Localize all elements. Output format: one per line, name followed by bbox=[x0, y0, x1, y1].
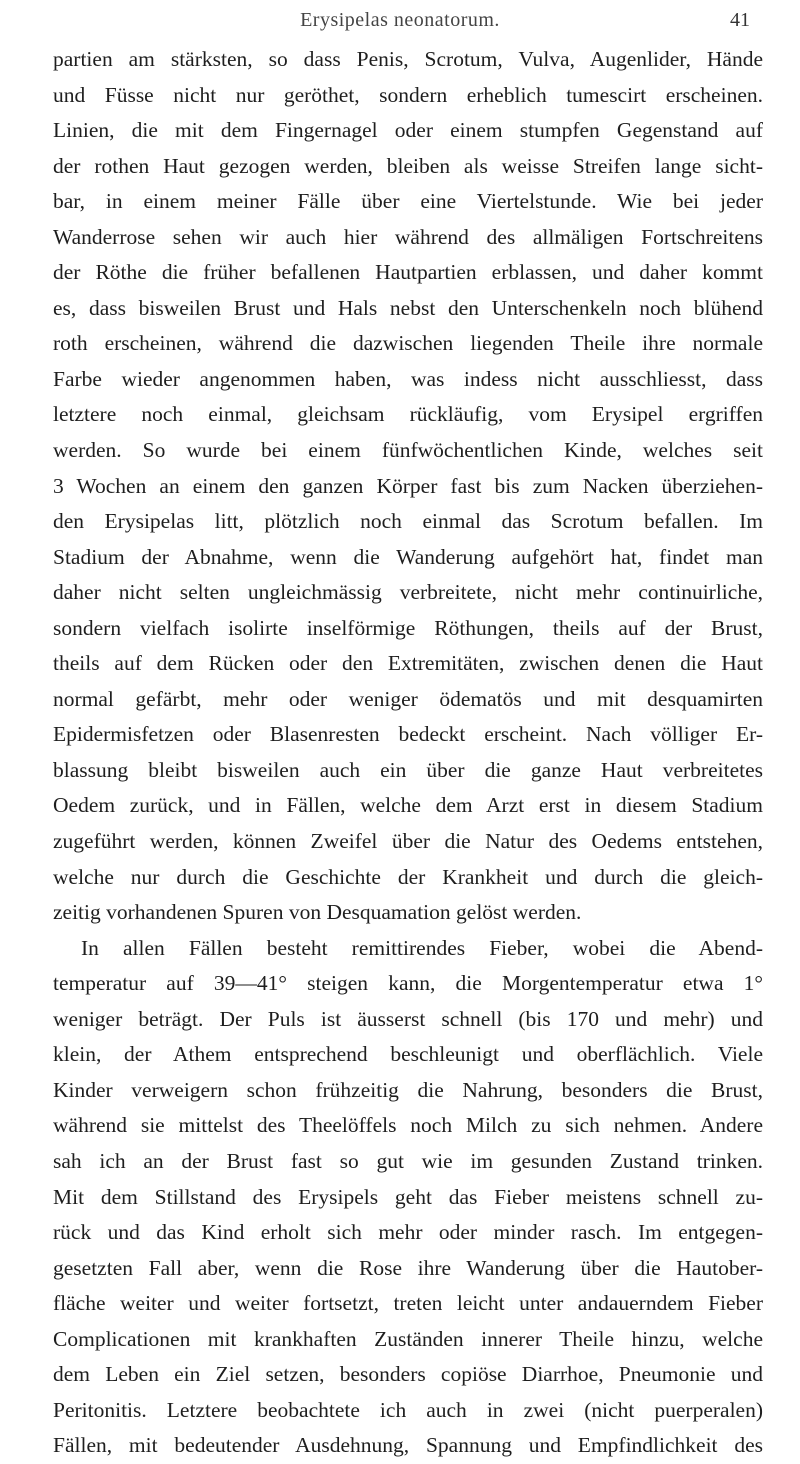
text-line: normal gefärbt, mehr oder weniger ödematös und mit desquamirten bbox=[53, 686, 763, 711]
text-line: Wanderrose sehen wir auch hier während des allmäligen Fortschreitens bbox=[53, 224, 763, 249]
text-line: Fällen, mit bedeutender Ausdehnung, Spannung und Empfindlichkeit des bbox=[53, 1433, 763, 1458]
text-line: zeitig vorhandenen Spuren von Desquamation gelöst werden. bbox=[53, 900, 582, 925]
text-line: Oedem zurück, und in Fällen, welche dem Arzt erst in diesem Stadium bbox=[53, 793, 763, 818]
text-line: sah ich an der Brust fast so gut wie im gesunden Zustand trinken. bbox=[53, 1148, 763, 1173]
text-line: letztere noch einmal, gleichsam rückläufig, vom Erysipel ergriffen bbox=[53, 402, 763, 427]
text-line: bar, in einem meiner Fälle über eine Viertelstunde. Wie bei jeder bbox=[53, 189, 763, 214]
text-line: dem Leben ein Ziel setzen, besonders copiöse Diarrhoe, Pneumonie und bbox=[53, 1362, 763, 1387]
running-title: Erysipelas neonatorum. bbox=[300, 9, 500, 31]
text-line: theils auf dem Rücken oder den Extremitäten, zwischen denen die Haut bbox=[53, 651, 763, 676]
text-line: Complicationen mit krankhaften Zuständen innerer Theile hinzu, welche bbox=[53, 1326, 763, 1351]
page-header bbox=[0, 6, 800, 36]
text-line: während sie mittelst des Theelöffels noch Milch zu sich nehmen. Andere bbox=[53, 1113, 763, 1138]
paragraph-start-line: In allen Fällen besteht remittirendes Fieber, wobei die Abend- bbox=[81, 935, 763, 960]
text-line: werden. So wurde bei einem fünfwöchentlichen Kinde, welches seit bbox=[53, 438, 763, 463]
body-text bbox=[53, 42, 763, 1464]
text-line: Peritonitis. Letztere beobachtete ich auch in zwei (nicht puerperalen) bbox=[53, 1397, 763, 1422]
text-line: 3 Wochen an einem den ganzen Körper fast bis zum Nacken überziehen- bbox=[53, 473, 763, 498]
text-line: roth erscheinen, während die dazwischen liegenden Theile ihre normale bbox=[53, 331, 763, 356]
text-line: Epidermisfetzen oder Blasenresten bedeckt erscheint. Nach völliger Er- bbox=[53, 722, 763, 747]
text-line: temperatur auf 39—41° steigen kann, die Morgentemperatur etwa 1° bbox=[53, 971, 763, 996]
text-line: Stadium der Abnahme, wenn die Wanderung aufgehört hat, findet man bbox=[53, 544, 763, 569]
text-line: blassung bleibt bisweilen auch ein über die ganze Haut verbreitetes bbox=[53, 757, 763, 782]
text-line: welche nur durch die Geschichte der Krankheit und durch die gleich- bbox=[53, 864, 763, 889]
text-line: es, dass bisweilen Brust und Hals nebst den Unterschenkeln noch blühend bbox=[53, 295, 763, 320]
text-line: rück und das Kind erholt sich mehr oder minder rasch. Im entgegen- bbox=[53, 1220, 763, 1245]
text-line: zugeführt werden, können Zweifel über die Natur des Oedems entstehen, bbox=[53, 829, 763, 854]
text-line: der rothen Haut gezogen werden, bleiben als weisse Streifen lange sicht- bbox=[53, 153, 763, 178]
text-line: gesetzten Fall aber, wenn die Rose ihre Wanderung über die Hautober- bbox=[53, 1255, 763, 1280]
text-line: Kinder verweigern schon frühzeitig die Nahrung, besonders die Brust, bbox=[53, 1077, 763, 1102]
text-line: fläche weiter und weiter fortsetzt, treten leicht unter andauerndem Fieber bbox=[53, 1291, 763, 1316]
text-line: weniger beträgt. Der Puls ist äusserst schnell (bis 170 und mehr) und bbox=[53, 1006, 763, 1031]
page-number: 41 bbox=[730, 9, 750, 31]
text-line: Mit dem Stillstand des Erysipels geht das Fieber meistens schnell zu- bbox=[53, 1184, 763, 1209]
text-line: daher nicht selten ungleichmässig verbreitete, nicht mehr continuirliche, bbox=[53, 580, 763, 605]
text-line: den Erysipelas litt, plötzlich noch einmal das Scrotum befallen. Im bbox=[53, 509, 763, 534]
text-line: Farbe wieder angenommen haben, was indess nicht ausschliesst, dass bbox=[53, 366, 763, 391]
text-line: klein, der Athem entsprechend beschleunigt und oberflächlich. Viele bbox=[53, 1042, 763, 1067]
text-line: sondern vielfach isolirte inselförmige Röthungen, theils auf der Brust, bbox=[53, 615, 763, 640]
text-line: der Röthe die früher befallenen Hautpartien erblassen, und daher kommt bbox=[53, 260, 763, 285]
text-line: Linien, die mit dem Fingernagel oder einem stumpfen Gegenstand auf bbox=[53, 118, 763, 143]
text-line: und Füsse nicht nur geröthet, sondern erheblich tumescirt erscheinen. bbox=[53, 82, 763, 107]
text-line: partien am stärksten, so dass Penis, Scrotum, Vulva, Augenlider, Hände bbox=[53, 47, 763, 71]
